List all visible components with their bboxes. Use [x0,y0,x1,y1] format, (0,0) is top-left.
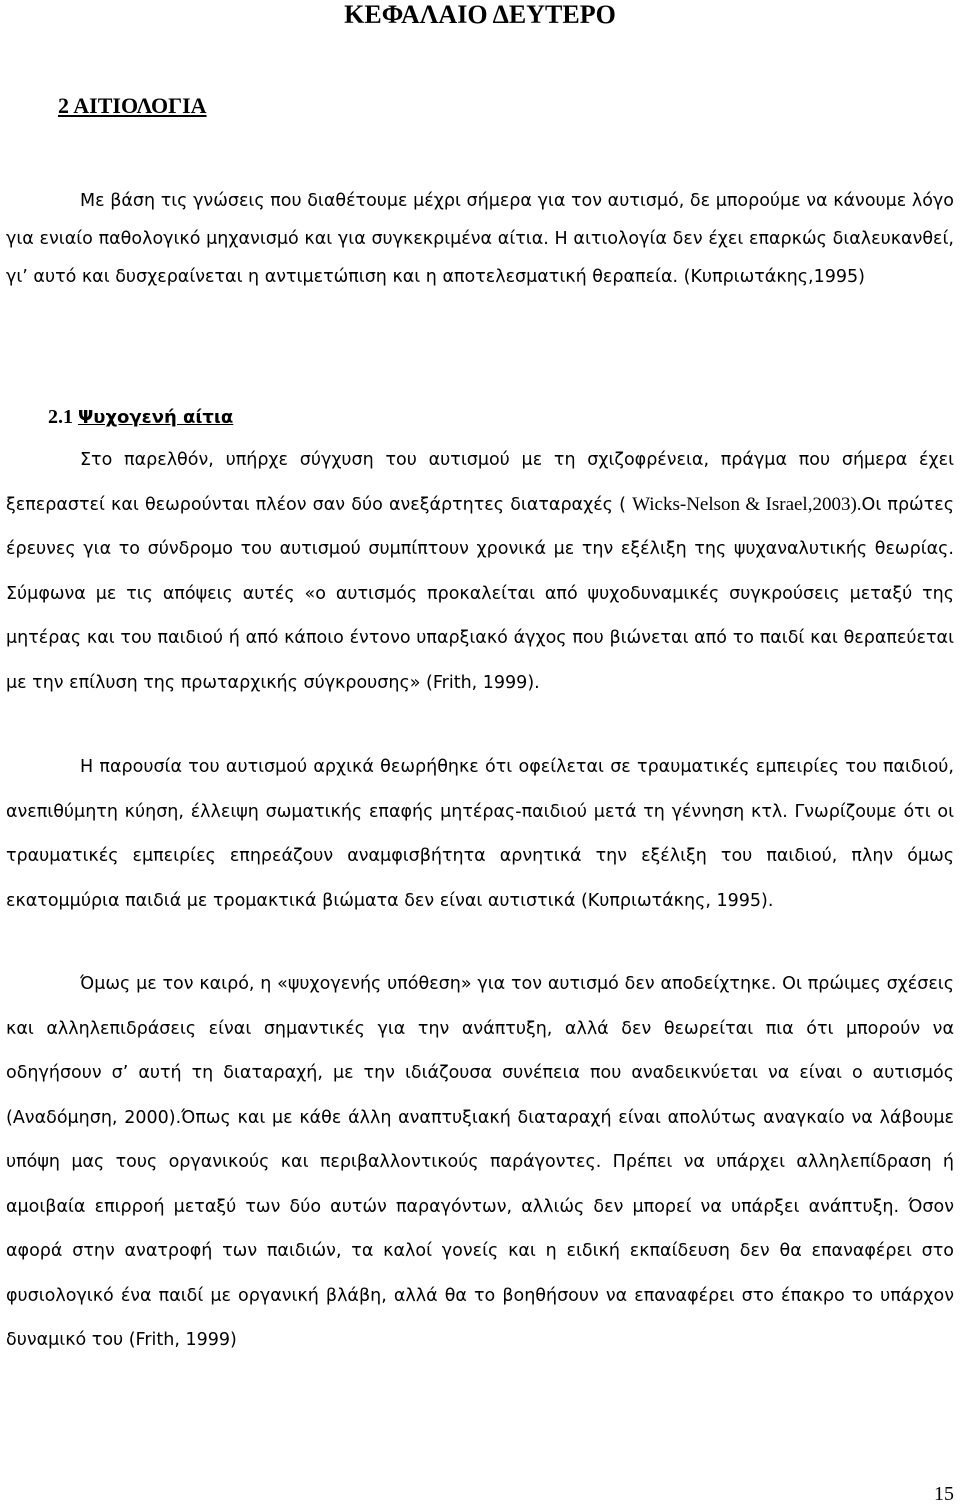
section-heading: 2 ΑΙΤΙΟΛΟΓΙΑ [58,93,207,118]
intro-paragraph: Με βάση τις γνώσεις που διαθέτουμε μέχρι σήμερα για τον αυτισμό, δε μπορούμε να κάνουμε λόγο για ενιαίο παθολογικό μηχανισμό και για συγκεκριμένα αίτια. Η αιτιολογία δεν έχει επαρκώς διαλευκανθεί, γι’ αυτό και δυσχεραίνεται η αντιμετώπιση και η αποτελεσματική θεραπεία. (Κυπριωτάκης,1995) [6,191,954,287]
subsection-heading [48,404,233,431]
paragraph-1-lead: Στο παρελθόν, υπήρχε σύγχυση του αυτισμού με τη σχιζοφρένεια, πράγμα που σήμερα έχει ξεπεραστεί και θεωρούνται πλέον σαν δύο ανεξάρτητες διαταραχές ( [6,450,954,515]
subsection-number: 2.1 [48,406,73,428]
body-paragraph-1 [6,438,954,705]
body-paragraph-2: Η παρουσία του αυτισμού αρχικά θεωρήθηκε ότι οφείλεται σε τραυματικές εμπειρίες του παιδιού, ανεπιθύμητη κύηση, έλλειψη σωματικής επαφής μητέρας-παιδιού μετά τη γέννηση κτλ. Γνωρίζουμε ότι οι τραυματικές εμπειρίες επηρεάζουν αναμφισβήτητα αρνητικά την εξέλιξη του παιδιού, πλην όμως εκατομμύρια παιδιά με τρομακτικά βιώματα δεν είναι αυτιστικά (Κυπριωτάκης, 1995). [6,757,954,911]
body-paragraph-3: Όμως με τον καιρό, η «ψυχογενής υπόθεση» για τον αυτισμό δεν αποδείχτηκε. Οι πρώιμες σχέσεις και αλληλεπιδράσεις είναι σημαντικές για την ανάπτυξη, αλλά δεν θεωρείται πια ότι μπορούν να οδηγήσουν σ’ αυτή τη διαταραχή, με την ιδιάζουσα συνέπεια που αναδεικνύεται να είναι ο αυτισμός (Αναδόμηση, 2000).Όπως και με κάθε άλλη αναπτυξιακή διαταραχή είναι απολύτως αναγκαίο να λάβουμε υπόψη μας τους οργανικούς και περιβαλλοντικούς παράγοντες. Πρέπει να υπάρχει αλληλεπίδραση ή αμοιβαία επιρροή μεταξύ των δύο αυτών παραγόντων, αλλιώς δεν μπορεί να υπάρξει ανάπτυξη. Όσον αφορά στην ανατροφή των παιδιών, τα καλοί γονείς και η ειδική εκπαίδευση δεν θα επαναφέρει στο φυσιολογικό ένα παιδί με οργανική βλάβη, αλλά θα το βοηθήσουν να επαναφέρει στο έπακρο το υπάρχον δυναμικό του (Frith, 1999) [6,974,954,1350]
paragraph-1-rest: Οι πρώτες έρευνες για το σύνδρομο του αυτισμού συμπίπτουν χρονικά με την εξέλιξη της ψυχαναλυτικής θεωρίας. Σύμφωνα με τις απόψεις αυτές «ο αυτισμός προκαλείται από ψυχοδυναμικές συγκρούσεις μεταξύ της μητέρας και του παιδιού ή από κάποιο έντονο υπαρξιακό άγχος που βιώνεται από το παιδί και θεραπεύεται με την επίλυση της πρωταρχικής σύγκρουσης» (Frith, 1999). [6,494,954,693]
subsection-title: Ψυχογενή αίτια [78,407,234,428]
page-number: 15 [934,1483,954,1505]
chapter-title: ΚΕΦΑΛΑΙΟ ΔΕΥΤΕΡΟ [344,0,616,29]
paragraph-1-citation: Wicks-Nelson & Israel,2003). [632,493,862,515]
